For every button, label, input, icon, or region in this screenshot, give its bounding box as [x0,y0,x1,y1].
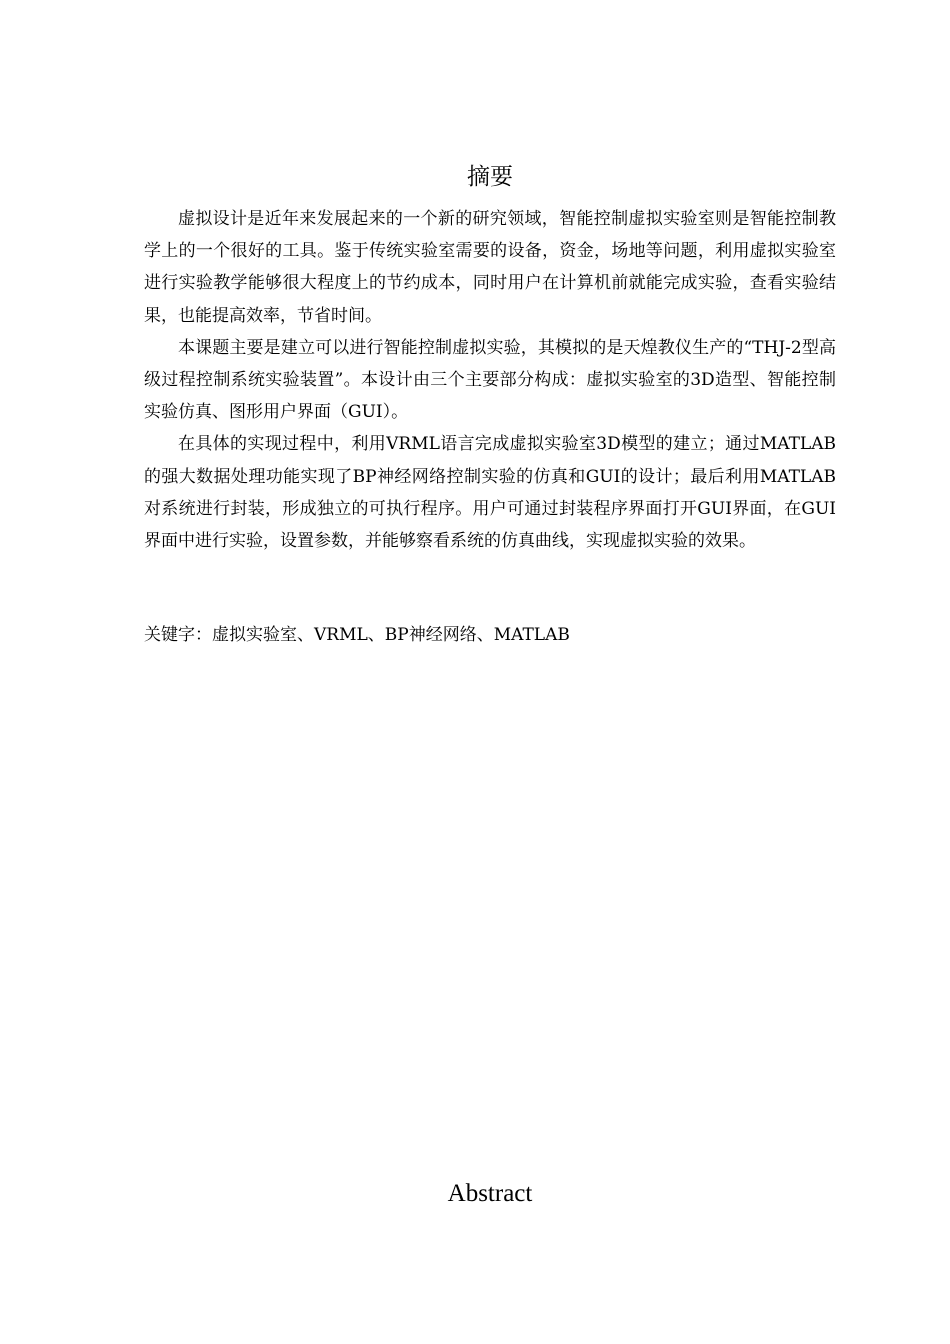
abstract-body [144,203,836,557]
abstract-title-en: Abstract [447,1180,533,1207]
abstract-paragraph-2: 本课题主要是建立可以进行智能控制虚拟实验，其模拟的是天煌教仪生产的“THJ-2型高级过程控制系统实验装置”。本设计由三个主要部分构成：虚拟实验室的3D造型、智能控制实验仿真、图形用户界面（GUI）。 [144,337,836,423]
keywords-line: 关键字：虚拟实验室、VRML、BP神经网络、MATLAB [144,625,570,645]
abstract-title-cn: 摘要 [467,164,513,190]
abstract-paragraph-3: 在具体的实现过程中，利用VRML语言完成虚拟实验室3D模型的建立；通过MATLAB的强大数据处理功能实现了BP神经网络控制实验的仿真和GUI的设计；最后利用MATLAB对系统进行封装，形成独立的可执行程序。用户可通过封装程序界面打开GUI界面，在GUI界面中进行实验，设置参数，并能够察看系统的仿真曲线，实现虚拟实验的效果。 [144,434,836,552]
abstract-paragraph-1: 虚拟设计是近年来发展起来的一个新的研究领域，智能控制虚拟实验室则是智能控制教学上的一个很好的工具。鉴于传统实验室需要的设备，资金，场地等问题，利用虚拟实验室进行实验教学能够很大程度上的节约成本，同时用户在计算机前就能完成实验，查看实验结果，也能提高效率，节省时间。 [144,209,836,326]
